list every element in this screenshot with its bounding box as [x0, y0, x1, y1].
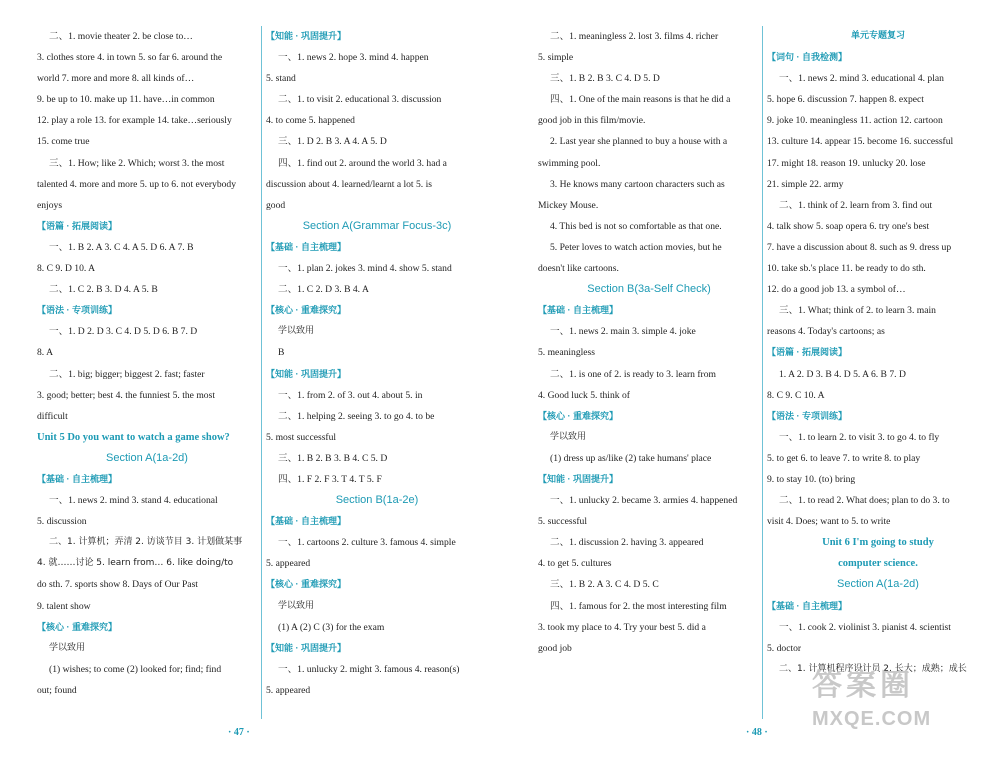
answer-line: 二、1. movie theater 2. be close to…	[49, 31, 193, 42]
section-tag: 【 语篇 · 拓展阅读 】	[37, 216, 257, 237]
answer-line: 一、1. news 2. mind 3. educational 4. plan	[779, 73, 944, 85]
section-tag: 【 基础 · 自主梳理 】	[538, 300, 760, 321]
answer-line: 1. A 2. D 3. B 4. D 5. A 6. B 7. D	[779, 368, 906, 380]
section-tag: 【 基础 · 自主梳理 】	[266, 237, 488, 258]
section-heading: Section B(1a-2e)	[335, 494, 419, 507]
answer-line: good job	[538, 642, 572, 654]
unit-title: computer science.	[838, 558, 918, 570]
section-tag: 【 知能 · 巩固提升 】	[266, 26, 488, 47]
answer-line: 8. C 9. C 10. A	[767, 389, 825, 401]
answer-line: 四、1. famous for 2. the most interesting film	[550, 600, 727, 612]
column-divider	[261, 26, 262, 719]
answer-line: talented 4. more and more 5. up to 6. not everybody	[37, 178, 237, 190]
section-tag: 【 核心 · 重难探究 】	[37, 617, 257, 638]
answer-line: 一、1. unlucky 2. might 3. famous 4. reason(s)	[278, 663, 460, 675]
answer-line: do sth. 7. sports show 8. Days of Our Past	[37, 579, 198, 591]
section-heading: Section B(3a-Self Check)	[587, 283, 711, 296]
answer-line: 4. 就……讨论 5. learn from… 6. like doing/to	[37, 558, 234, 569]
answer-line: Mickey Mouse.	[538, 199, 599, 211]
answer-line: doesn't like cartoons.	[538, 263, 619, 275]
answer-line: 15. come true	[37, 136, 90, 148]
answer-line: 二、1. big; bigger; biggest 2. fast; faster	[49, 368, 205, 380]
answer-line: 3. He knows many cartoon characters such as	[550, 178, 725, 190]
section-heading: Section A(1a-2d)	[106, 451, 188, 464]
section-tag: 【 语篇 · 拓展阅读 】	[767, 342, 989, 363]
unit-title: Unit 6 I'm going to study	[822, 537, 934, 549]
answer-line: 一、1. unlucky 2. became 3. armies 4. happened	[550, 495, 738, 507]
section-tag: 【 基础 · 自主梳理 】	[266, 511, 488, 532]
watermark-url: MXQE.COM	[812, 708, 932, 730]
watermark-text: 答案圈	[812, 669, 914, 702]
section-tag: 【 知能 · 巩固提升 】	[266, 364, 488, 385]
answer-line: 5. appeared	[266, 684, 311, 696]
answer-line: 四、1. One of the main reasons is that he did a	[550, 94, 731, 106]
answer-line: 9. joke 10. meaningless 11. action 12. cartoon	[767, 115, 943, 127]
answer-line: 三、1. B 2. A 3. C 4. D 5. C	[550, 579, 659, 591]
answer-line: 二、1. C 2. D 3. B 4. A	[278, 284, 369, 296]
answer-line: 4. to come 5. happened	[266, 115, 355, 127]
section-heading: Section A(1a-2d)	[837, 578, 919, 591]
answer-line: 5. hope 6. discussion 7. happen 8. expect	[767, 94, 924, 106]
answer-line: 4. to get 5. cultures	[538, 558, 612, 570]
answer-line: 一、1. plan 2. jokes 3. mind 4. show 5. stand	[278, 263, 452, 275]
answer-line: 12. do a good job 13. a symbol of…	[767, 284, 906, 296]
section-tag: 【 语法 · 专项训练 】	[767, 406, 989, 427]
answer-line: 5. meaningless	[538, 347, 596, 359]
answer-line: 学以致用	[278, 600, 315, 611]
answer-line: 4. This bed is not so comfortable as that one.	[550, 220, 722, 232]
answer-line: 2. Last year she planned to buy a house with a	[550, 136, 728, 148]
answer-line: 二、1. think of 2. learn from 3. find out	[779, 199, 933, 211]
answer-line: 5. successful	[538, 516, 588, 528]
answer-line: 17. might 18. reason 19. unlucky 20. lose	[767, 157, 926, 169]
answer-line: (1) dress up as/like (2) take humans' place	[550, 452, 712, 464]
unit-title: Unit 5 Do you want to watch a game show?	[37, 431, 230, 443]
answer-line: good job in this film/movie.	[538, 115, 646, 127]
answer-line: 一、1. from 2. of 3. out 4. about 5. in	[278, 389, 423, 401]
answer-line: 9. to stay 10. (to) bring	[767, 473, 856, 485]
column-4	[767, 26, 989, 680]
page-number-right: · 48 ·	[746, 727, 768, 738]
answer-line: 二、1. 计算机；弄清 2. 访谈节目 3. 计划做某事	[49, 537, 243, 548]
answer-line: (1) A (2) C (3) for the exam	[278, 621, 385, 633]
answer-line: 三、1. B 2. B 3. C 4. D 5. D	[550, 73, 660, 85]
answer-line: 4. talk show 5. soap opera 6. try one's best	[767, 220, 930, 232]
answer-line: 学以致用	[550, 431, 587, 442]
section-tag: 【 核心 · 重难探究 】	[266, 300, 488, 321]
answer-line: 10. take sb.'s place 11. be ready to do sth.	[767, 263, 926, 275]
section-tag: 【 知能 · 巩固提升 】	[538, 469, 760, 490]
answer-line: 3. good; better; best 4. the funniest 5. the most	[37, 389, 215, 401]
answer-line: 一、1. cartoons 2. culture 3. famous 4. simple	[278, 537, 456, 549]
answer-line: 13. culture 14. appear 15. become 16. successful	[767, 136, 954, 148]
column-2	[266, 26, 488, 701]
watermark	[812, 666, 931, 732]
answer-line: 9. be up to 10. make up 11. have…in common	[37, 94, 215, 106]
answer-line: 7. have a discussion about 8. such as 9. dress up	[767, 241, 952, 253]
answer-line: 三、1. D 2. B 3. A 4. A 5. D	[278, 136, 387, 148]
answer-line: 9. talent show	[37, 600, 91, 612]
answer-line: 21. simple 22. army	[767, 178, 844, 190]
answer-line: 四、1. F 2. F 3. T 4. T 5. F	[278, 473, 382, 485]
answer-line: discussion about 4. learned/learnt a lot 5. is	[266, 178, 432, 190]
answer-line: 3. took my place to 4. Try your best 5. did a	[538, 621, 706, 633]
answer-line: 一、1. cook 2. violinist 3. pianist 4. scientist	[779, 621, 951, 633]
answer-line: out; found	[37, 684, 77, 696]
answer-line: visit 4. Does; want to 5. to write	[767, 516, 891, 528]
answer-line: 5. discussion	[37, 516, 87, 528]
column-3	[538, 26, 760, 659]
answer-line: 二、1. helping 2. seeing 3. to go 4. to be	[278, 410, 435, 422]
answer-line: (1) wishes; to come (2) looked for; find; find	[49, 663, 222, 675]
answer-line: 8. A	[37, 347, 53, 359]
answer-line: 5. most successful	[266, 431, 337, 443]
answer-line: enjoys	[37, 199, 63, 211]
answer-line: 二、1. 计算机程序设计员 2. 长大；成熟；成长	[779, 663, 967, 674]
answer-line: reasons 4. Today's cartoons; as	[767, 326, 885, 338]
answer-line: 一、1. news 2. main 3. simple 4. joke	[550, 326, 696, 338]
answer-line: 二、1. meaningless 2. lost 3. films 4. richer	[550, 31, 719, 42]
answer-line: 一、1. news 2. hope 3. mind 4. happen	[278, 52, 429, 64]
answer-line: 5. simple	[538, 52, 574, 64]
answer-line: 5. to get 6. to leave 7. to write 8. to play	[767, 452, 921, 464]
section-tag: 【 基础 · 自主梳理 】	[767, 596, 989, 617]
column-divider	[762, 26, 763, 719]
answer-line: 二、1. discussion 2. having 3. appeared	[550, 537, 704, 549]
answer-line: 5. appeared	[266, 558, 311, 570]
answer-line: 5. Peter loves to watch action movies, but he	[550, 241, 722, 253]
answer-line: 8. C 9. D 10. A	[37, 263, 96, 275]
answer-line: 5. stand	[266, 73, 296, 85]
page-number-left: · 47 ·	[228, 727, 250, 738]
section-tag: 【 词句 · 自我检测 】	[767, 47, 989, 68]
answer-line: 二、1. to visit 2. educational 3. discussion	[278, 94, 442, 106]
answer-line: 一、1. to learn 2. to visit 3. to go 4. to fly	[779, 431, 940, 443]
review-title: 单元专题复习	[850, 31, 905, 41]
answer-line: 三、1. How; like 2. Which; worst 3. the most	[49, 157, 225, 169]
answer-line: 3. clothes store 4. in town 5. so far 6. around the	[37, 52, 223, 64]
answer-line: 学以致用	[49, 642, 86, 653]
answer-line: 二、1. is one of 2. is ready to 3. learn from	[550, 368, 716, 380]
answer-line: 一、1. D 2. D 3. C 4. D 5. D 6. B 7. D	[49, 326, 198, 338]
answer-line: 学以致用	[278, 326, 315, 337]
answer-line: 二、1. C 2. B 3. D 4. A 5. B	[49, 284, 158, 296]
answer-line: 5. doctor	[767, 642, 802, 654]
answer-line: difficult	[37, 410, 68, 422]
answer-line: 一、1. news 2. mind 3. stand 4. educational	[49, 495, 218, 507]
answer-line: good	[266, 199, 286, 211]
answer-line: world 7. more and more 8. all kinds of…	[37, 73, 195, 85]
section-tag: 【 基础 · 自主梳理 】	[37, 469, 257, 490]
answer-line: 一、1. B 2. A 3. C 4. A 5. D 6. A 7. B	[49, 241, 194, 253]
section-tag: 【 核心 · 重难探究 】	[266, 574, 488, 595]
answer-line: 三、1. B 2. B 3. B 4. C 5. D	[278, 452, 388, 464]
answer-line: 二、1. to read 2. What does; plan to do 3. to	[779, 495, 950, 507]
section-tag: 【 核心 · 重难探究 】	[538, 406, 760, 427]
answer-line: B	[278, 347, 285, 359]
answer-line: 四、1. find out 2. around the world 3. had a	[278, 157, 447, 169]
answer-line: swimming pool.	[538, 157, 601, 169]
section-tag: 【 知能 · 巩固提升 】	[266, 638, 488, 659]
answer-line: 4. Good luck 5. think of	[538, 389, 630, 401]
column-1	[37, 26, 257, 701]
section-heading: Section A(Grammar Focus-3c)	[302, 219, 452, 232]
answer-line: 三、1. What; think of 2. to learn 3. main	[779, 305, 936, 317]
answer-line: 12. play a role 13. for example 14. take…seriously	[37, 115, 232, 127]
section-tag: 【 语法 · 专项训练 】	[37, 300, 257, 321]
